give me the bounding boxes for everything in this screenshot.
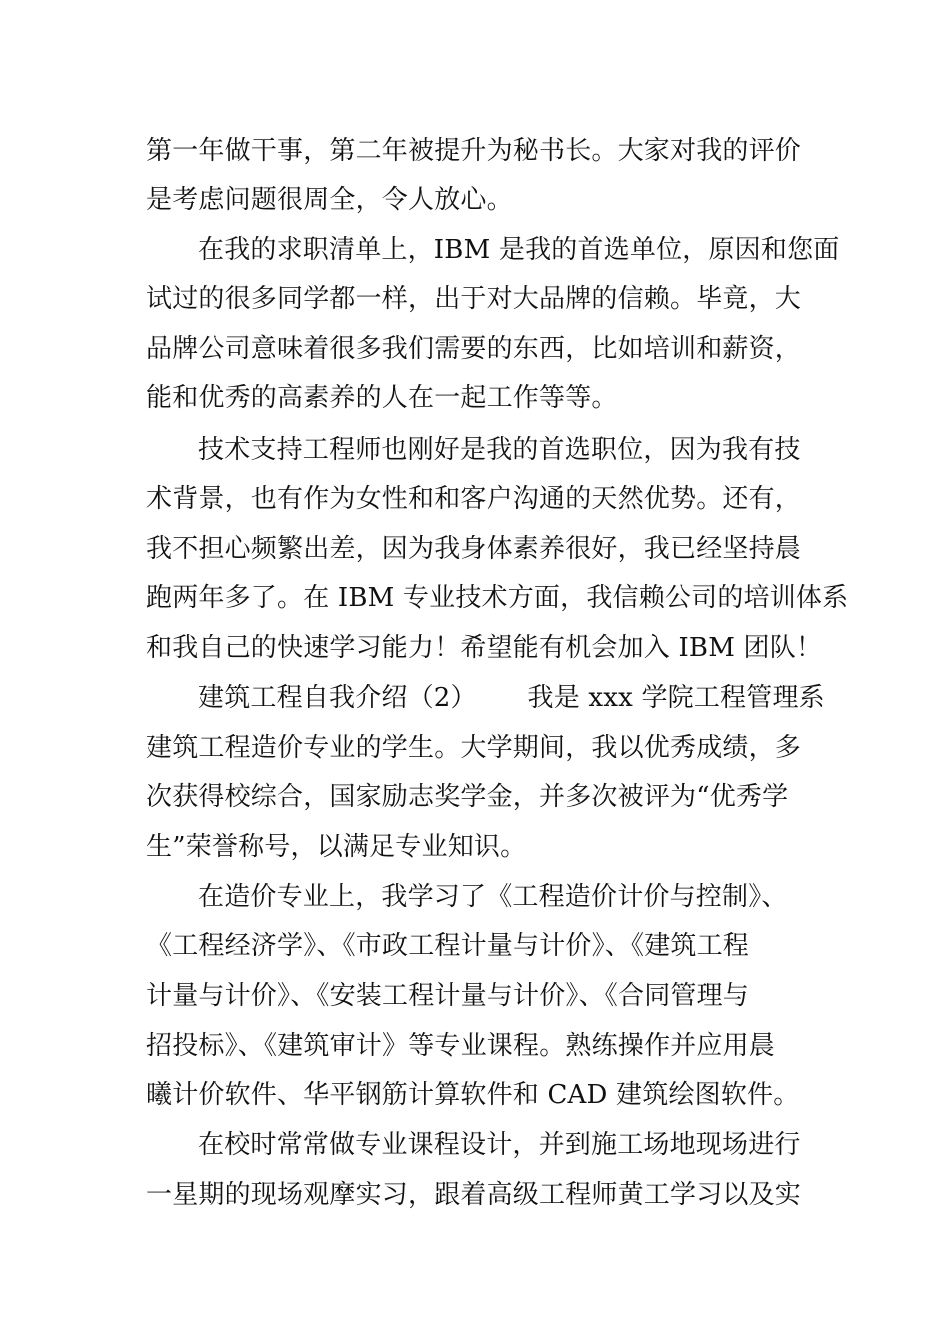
text-line: 术背景，也有作为女性和和客户沟通的天然优势。还有， xyxy=(146,484,802,514)
text-line: 建筑工程造价专业的学生。大学期间，我以优秀成绩，多 xyxy=(146,733,802,763)
text-line: 品牌公司意味着很多我们需要的东西，比如培训和薪资， xyxy=(146,334,802,364)
text-line: 生”荣誉称号，以满足专业知识。 xyxy=(146,832,527,862)
text-line: 一星期的现场观摩实习，跟着高级工程师黄工学习以及实 xyxy=(146,1180,802,1210)
text-line: 在我的求职清单上，IBM 是我的首选单位，原因和您面 xyxy=(198,235,840,265)
text-line: 招投标》、《建筑审计》等专业课程。熟练操作并应用晨 xyxy=(146,1031,776,1061)
text-line: 在造价专业上，我学习了《工程造价计价与控制》、 xyxy=(198,882,788,912)
text-line: 第一年做干事，第二年被提升为秘书长。大家对我的评价 xyxy=(146,136,802,166)
text-line: 能和优秀的高素养的人在一起工作等等。 xyxy=(146,383,618,413)
text-line: 次获得校综合，国家励志奖学金，并多次被评为“优秀学 xyxy=(146,782,789,812)
text-line: 曦计价软件、华平钢筋计算软件和 CAD 建筑绘图软件。 xyxy=(146,1080,800,1110)
text-line: 技术支持工程师也刚好是我的首选职位，因为我有技 xyxy=(198,435,801,465)
text-line: 我不担心频繁出差，因为我身体素养很好，我已经坚持晨 xyxy=(146,534,802,564)
text-line: 跑两年多了。在 IBM 专业技术方面，我信赖公司的培训体系 xyxy=(146,583,849,613)
text-line: 计量与计价》、《安装工程计量与计价》、《合同管理与 xyxy=(146,981,750,1011)
text-line: 建筑工程自我介绍（2） 我是 xxx 学院工程管理系 xyxy=(198,683,825,713)
text-line: 是考虑问题很周全，令人放心。 xyxy=(146,185,513,215)
text-line: 试过的很多同学都一样，出于对大品牌的信赖。毕竟，大 xyxy=(146,284,802,314)
text-line: 在校时常常做专业课程设计，并到施工场地现场进行 xyxy=(198,1130,801,1160)
text-line: 和我自己的快速学习能力！希望能有机会加入 IBM 团队！ xyxy=(146,633,823,663)
text-line: 《工程经济学》、《市政工程计量与计价》、《建筑工程 xyxy=(146,931,750,961)
